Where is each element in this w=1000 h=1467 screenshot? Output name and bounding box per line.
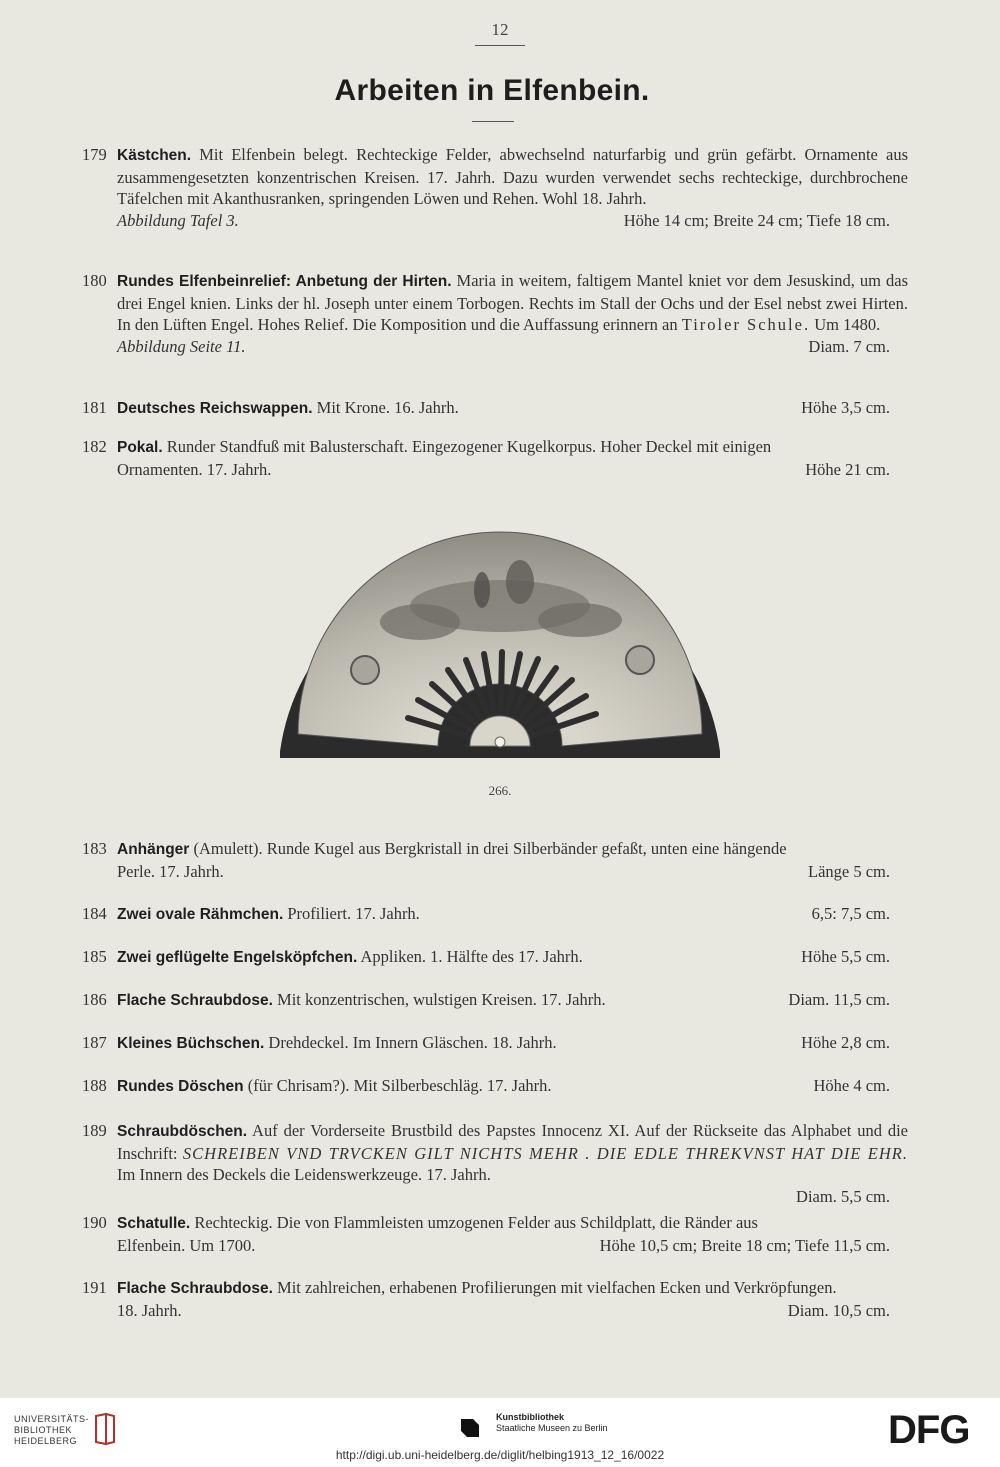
entry-measurement: Höhe 2,8 cm. (801, 1033, 890, 1052)
entry-measurement: Diam. 5,5 cm. (796, 1186, 890, 1206)
kunstbibliothek-icon (457, 1415, 483, 1441)
entry-description-cont: Ornamenten. 17. Jahrh. (117, 459, 272, 479)
title-rule (472, 121, 514, 122)
uni-line-1: UNIVERSITÄTS- (14, 1414, 90, 1424)
dfg-logo[interactable]: DFG (888, 1408, 970, 1452)
entry-number: 189 (82, 1121, 107, 1140)
entry-number: 184 (82, 904, 107, 923)
entry-title: Zwei geflügelte Engelsköpfchen. (117, 949, 358, 966)
entry-description: Profiliert. 17. Jahrh. (287, 904, 420, 923)
entry-description: Mit Elfenbein belegt. Rechteckige Felder, abwechselnd naturfarbig und grün gefärbt. Ornamente aus zusammengesetzten konzentrischen Kreisen. 17. Jahrh. Dazu wurden verwendet sechs rechteckige, durchbrochene Täfelchen mit Akanthusranken, springenden Löwen und Rehen. Wohl 18. Jahrh. (117, 145, 908, 208)
entry-text (117, 144, 908, 210)
entry-school: Tiroler Schule. (681, 315, 811, 334)
entry-measurement: Höhe 10,5 cm; Breite 18 cm; Tiefe 11,5 cm. (599, 1235, 890, 1255)
entry-description-cont: 18. Jahrh. (117, 1300, 182, 1320)
entry-number: 180 (82, 271, 107, 290)
viewer-footer (0, 1398, 1000, 1467)
entry-number: 182 (82, 437, 107, 456)
entry-description: (Amulett). Runde Kugel aus Bergkristall in drei Silberbänder gefaßt, unten eine hängende (193, 839, 787, 858)
entry-text (117, 838, 908, 861)
catalog-entry (82, 436, 908, 480)
entry-description-cont: Im Innern des Deckels die Leidenswerkzeuge. 17. Jahrh. (117, 1165, 491, 1184)
catalog-entry (82, 989, 908, 1012)
entry-description: (für Chrisam?). Mit Silberbeschläg. 17. Jahrh. (247, 1076, 552, 1095)
entry-description: Mit zahlreichen, erhabenen Profilierungen mit vielfachen Ecken und Verkröpfungen. (277, 1278, 837, 1297)
entry-footer-row (117, 1235, 908, 1257)
page-number-rule (475, 45, 525, 46)
uni-line-2: BIBLIOTHEK (14, 1425, 73, 1435)
entry-measurement: Höhe 4 cm. (813, 1076, 890, 1095)
entry-text (117, 1120, 908, 1186)
entry-description: Rechteckig. Die von Flammleisten umzogenen Felder aus Schildplatt, die Ränder aus (194, 1213, 758, 1232)
catalog-entry (82, 903, 908, 926)
entry-inscription: SCHREIBEN VND TRVCKEN GILT NICHTS MEHR . DIE EDLE THREKVNST HAT DIE EHR. (182, 1143, 909, 1163)
entry-title: Zwei ovale Rähmchen. (117, 906, 284, 923)
entry-measurement: Höhe 21 cm. (805, 459, 890, 479)
entry-text (117, 1277, 908, 1300)
entry-title: Schatulle. (117, 1215, 191, 1232)
entry-number: 188 (82, 1076, 107, 1095)
entry-measurement: Diam. 7 cm. (808, 336, 890, 356)
entry-title: Flache Schraubdose. (117, 992, 273, 1009)
permalink-url[interactable]: http://digi.ub.uni-heidelberg.de/diglit/helbing1913_12_16/0022 (335, 1448, 665, 1462)
entry-description: Drehdeckel. Im Innern Gläschen. 18. Jahrh. (268, 1033, 557, 1052)
entry-title: Schraubdöschen. (117, 1123, 248, 1140)
page-number: 12 (491, 20, 509, 39)
entry-number: 190 (82, 1213, 107, 1232)
entry-title: Kleines Büchschen. (117, 1035, 265, 1052)
entry-description: Mit Krone. 16. Jahrh. (316, 398, 459, 417)
catalog-entry (82, 270, 908, 357)
entry-footer-row (117, 336, 808, 358)
entry-description-cont: Perle. 17. Jahrh. (117, 861, 224, 881)
entry-title: Flache Schraubdose. (117, 1280, 273, 1297)
entry-description: Runder Standfuß mit Balusterschaft. Eingezogener Kugelkorpus. Hoher Deckel mit einigen (166, 437, 772, 456)
entry-number: 186 (82, 990, 107, 1009)
entry-description: Auf der Vorderseite Brustbild des Papstes Innocenz XI. Auf der Rückseite das Alphabet und die Inschrift: (117, 1121, 909, 1163)
entry-description: Maria in weitem, faltigem Mantel kniet vor dem Jesuskind, um das drei Engel knien. Links der hl. Joseph unter einem Torbogen. Rechts im Stall der Ochs und der Esel nebst zwei Hirten. In den Lüften Engel. Hohes Relief. Die Komposition und die Auffassung erinnern an (117, 271, 909, 334)
catalog-entry (82, 838, 908, 882)
entry-title: Kästchen. (117, 147, 192, 164)
entry-footer-row (117, 1300, 908, 1322)
entry-title: Anhänger (117, 841, 190, 858)
entry-row (117, 989, 908, 1012)
fan-illustration (270, 520, 730, 760)
entry-description-cont: Elfenbein. Um 1700. (117, 1235, 256, 1255)
catalog-entry (82, 1212, 908, 1256)
entry-number: 191 (82, 1278, 107, 1297)
entry-footer-row (117, 1186, 908, 1208)
entry-date: Um 1480. (814, 315, 881, 334)
entry-title: Rundes Döschen (117, 1078, 244, 1095)
kb-line-2: Staatliche Museen zu Berlin (496, 1423, 608, 1433)
entry-illustration-ref: Abbildung Tafel 3. (117, 210, 239, 230)
entry-description: Mit konzentrischen, wulstigen Kreisen. 17. Jahrh. (277, 990, 606, 1009)
entry-description: Appliken. 1. Hälfte des 17. Jahrh. (360, 947, 583, 966)
university-library-logo[interactable] (14, 1414, 89, 1447)
entry-title: Rundes Elfenbeinrelief: Anbetung der Hirten. (117, 273, 452, 290)
entry-number: 179 (82, 145, 107, 164)
entry-illustration-ref: Abbildung Seite 11. (117, 336, 246, 356)
catalog-entry (82, 144, 908, 231)
entry-number: 181 (82, 398, 107, 417)
entry-footer-row (117, 210, 908, 232)
catalog-entry (82, 1120, 908, 1207)
entry-number: 185 (82, 947, 107, 966)
entry-number: 187 (82, 1033, 107, 1052)
entry-measurement: Höhe 14 cm; Breite 24 cm; Tiefe 18 cm. (623, 210, 890, 230)
catalog-entry (82, 397, 908, 420)
page-title: Arbeiten in Elfenbein. (334, 74, 650, 107)
entry-row (117, 903, 908, 926)
entry-footer-row (117, 459, 908, 481)
entry-row (117, 397, 908, 420)
figure-caption: 266. (488, 783, 512, 798)
entry-footer-row (117, 861, 908, 883)
university-library-icon (92, 1412, 118, 1446)
entry-measurement: Diam. 10,5 cm. (787, 1300, 890, 1320)
entry-title: Deutsches Reichswappen. (117, 400, 313, 417)
entry-text (117, 1212, 908, 1235)
entry-title: Pokal. (117, 439, 163, 456)
catalog-entry (82, 1075, 908, 1098)
entry-measurement: Länge 5 cm. (807, 861, 890, 881)
kunstbibliothek-logo[interactable] (496, 1412, 608, 1434)
entry-measurement: Höhe 3,5 cm. (801, 398, 890, 417)
catalog-entry (82, 1032, 908, 1055)
catalog-entry (82, 946, 908, 969)
entry-measurement: Diam. 11,5 cm. (788, 990, 890, 1009)
kb-line-1: Kunstbibliothek (496, 1412, 564, 1422)
entry-row (117, 1075, 908, 1098)
catalog-entry (82, 1277, 908, 1321)
entry-row (117, 1032, 908, 1055)
entry-text (117, 436, 908, 459)
uni-line-3: HEIDELBERG (14, 1436, 78, 1446)
entry-measurement: Höhe 5,5 cm. (801, 947, 890, 966)
entry-measurement: 6,5: 7,5 cm. (811, 904, 890, 923)
entry-number: 183 (82, 839, 107, 858)
entry-row (117, 946, 908, 969)
